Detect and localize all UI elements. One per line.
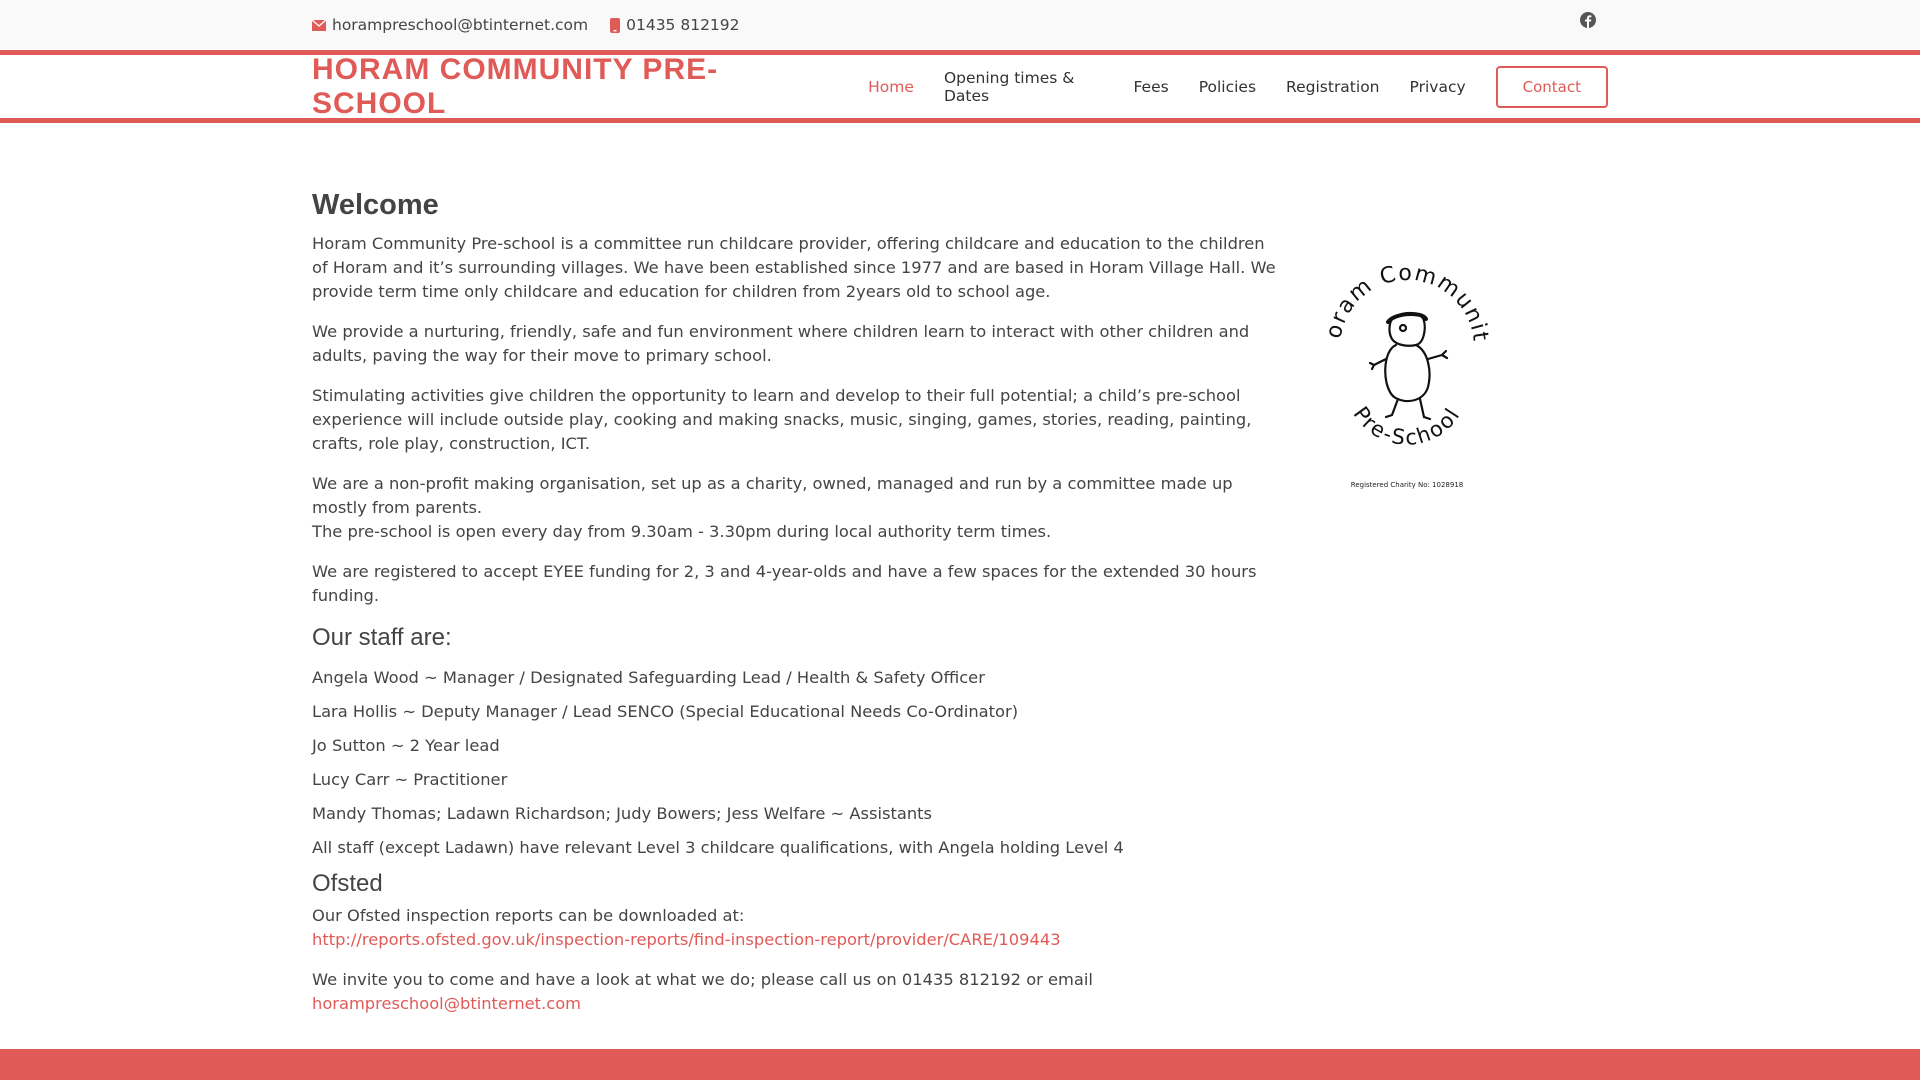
staff-item: Angela Wood ~ Manager / Designated Safeguarding Lead / Health & Safety Officer xyxy=(312,668,985,687)
main-nav xyxy=(838,66,1608,108)
funding-paragraph: We are registered to accept EYEE funding for 2, 3 and 4-year-olds and have a few spaces for the extended 30 hours funding. xyxy=(312,562,1257,605)
intro-paragraph: Horam Community Pre-school is a committee run childcare provider, offering childcare and education to the children of Horam and it’s surrounding villages. We have been established since 1977 and are based in Horam Village Hall. We provide term time only childcare and education for children from 2years old to school age. xyxy=(312,234,1276,301)
top-email-text: horampreschool@btinternet.com xyxy=(332,16,589,34)
environment-paragraph: We provide a nurturing, friendly, safe and fun environment where children learn to interact with other children and adults, paving the way for their move to primary school. xyxy=(312,322,1250,365)
top-phone[interactable] xyxy=(610,16,739,34)
invite-email-link[interactable]: horampreschool@btinternet.com xyxy=(312,994,582,1013)
main-content xyxy=(312,123,1608,1016)
logo-bottom-text: Pre-School xyxy=(1348,402,1466,451)
ofsted-heading: Ofsted xyxy=(312,870,383,897)
top-phone-text: 01435 812192 xyxy=(626,16,740,34)
facebook-icon[interactable] xyxy=(1580,12,1596,32)
staff-heading: Our staff are: xyxy=(312,624,452,651)
ofsted-paragraph xyxy=(312,904,1284,952)
staff-item: Lara Hollis ~ Deputy Manager / Lead SENCO (Special Educational Needs Co-Ordinator) xyxy=(312,702,1019,721)
nav-home[interactable]: Home xyxy=(868,77,914,96)
footer-band xyxy=(0,1049,1920,1080)
staff-item: All staff (except Ladawn) have relevant Level 3 childcare qualifications, with Angela holding Level 4 xyxy=(312,838,1124,857)
page-title: Welcome xyxy=(312,189,439,221)
staff-item: Mandy Thomas; Ladawn Richardson; Judy Bowers; Jess Welfare ~ Assistants xyxy=(312,804,933,823)
nav-policies[interactable]: Policies xyxy=(1198,77,1257,96)
invite-paragraph xyxy=(312,968,1284,1016)
charity-paragraph: We are a non-profit making organisation, set up as a charity, owned, managed and run by a committee made up mostly from parents. xyxy=(312,474,1233,517)
envelope-icon xyxy=(312,20,326,31)
staff-item: Lucy Carr ~ Practitioner xyxy=(312,770,508,789)
logo-top-text: oram Communit xyxy=(1321,260,1493,344)
activities-paragraph: Stimulating activities give children the opportunity to learn and develop to their full potential; a child’s pre-school experience will include outside play, cooking and making snacks, music, singing, games, stories, reading, painting, crafts, role play, construction, ICT. xyxy=(312,386,1252,453)
nav-fees[interactable]: Fees xyxy=(1133,77,1169,96)
phone-icon xyxy=(610,18,620,33)
contact-button[interactable]: Contact xyxy=(1496,66,1608,108)
staff-item: Jo Sutton ~ 2 Year lead xyxy=(312,736,500,755)
nav-registration[interactable]: Registration xyxy=(1286,77,1380,96)
top-email[interactable] xyxy=(312,16,588,34)
nav-opening-times[interactable]: Opening times & Dates xyxy=(943,68,1075,105)
staff-list xyxy=(312,666,1284,860)
ofsted-link[interactable]: http://reports.ofsted.gov.uk/inspection-reports/find-inspection-report/provider/CARE/109443 xyxy=(312,930,1061,949)
site-header xyxy=(0,52,1920,120)
svg-text:Pre-School xyxy=(1349,402,1466,450)
preschool-logo xyxy=(1312,259,1502,499)
ofsted-text: Our Ofsted inspection reports can be downloaded at: xyxy=(312,906,745,925)
site-title[interactable]: HORAM COMMUNITY PRE-SCHOOL xyxy=(312,52,719,120)
opening-hours-paragraph: The pre-school is open every day from 9.30am - 3.30pm during local authority term times. xyxy=(312,522,1052,541)
invite-text: We invite you to come and have a look at what we do; please call us on 01435 812192 or email xyxy=(312,970,1093,989)
top-contact-bar xyxy=(0,0,1920,50)
nav-privacy[interactable]: Privacy xyxy=(1409,77,1466,96)
logo-charity-number: Registered Charity No: 1028918 xyxy=(1350,481,1464,489)
